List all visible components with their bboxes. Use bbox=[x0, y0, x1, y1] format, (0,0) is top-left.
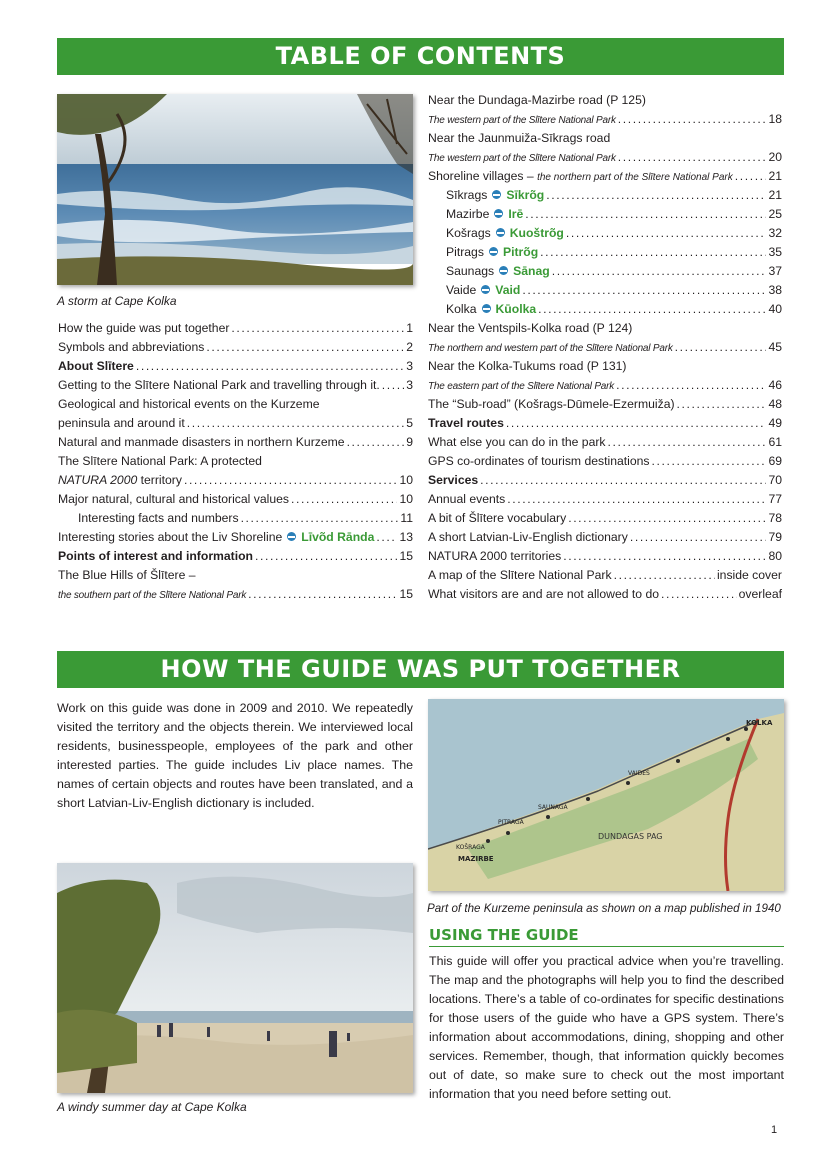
toc-entry[interactable] bbox=[428, 376, 782, 395]
toc-entry[interactable] bbox=[428, 129, 782, 148]
toc-entry-text: Interesting facts and numbers bbox=[78, 511, 239, 525]
toc-entry-label bbox=[428, 566, 612, 585]
toc-entry-text: A map of the Slītere National Park bbox=[428, 568, 612, 582]
toc-entry-label bbox=[428, 547, 561, 566]
toc-entry-label bbox=[58, 414, 185, 433]
toc-entry[interactable] bbox=[428, 110, 782, 129]
toc-leader-dots bbox=[618, 148, 767, 167]
liv-place-name: Līvõd Rānda bbox=[301, 530, 375, 544]
toc-entry[interactable] bbox=[428, 433, 782, 452]
using-guide-rule bbox=[429, 946, 784, 947]
toc-entry[interactable] bbox=[428, 91, 782, 110]
toc-entry-label bbox=[58, 433, 345, 452]
toc-leader-dots bbox=[630, 528, 767, 547]
toc-entry-page: 20 bbox=[768, 150, 782, 164]
toc-entry-label bbox=[428, 91, 646, 110]
toc-entry-text: Interesting stories about the Liv Shoreline bbox=[58, 530, 283, 544]
toc-leader-dots bbox=[382, 376, 404, 395]
toc-entry-text: Saunags bbox=[446, 264, 495, 278]
toc-entry-text: Symbols and abbreviations bbox=[58, 340, 205, 354]
liv-place-name: Sīkrõg bbox=[506, 188, 545, 202]
toc-entry[interactable] bbox=[428, 281, 782, 300]
toc-entry-label bbox=[446, 224, 564, 243]
toc-entry-page: 13 bbox=[399, 530, 413, 544]
toc-entry-label bbox=[446, 300, 536, 319]
toc-leader-dots bbox=[566, 224, 767, 243]
toc-entry-text: The northern and western part of the Slītere National Park bbox=[428, 343, 673, 354]
toc-entry-label bbox=[446, 243, 538, 262]
toc-entry[interactable] bbox=[428, 585, 782, 604]
toc-leader-dots bbox=[184, 471, 397, 490]
toc-leader-dots bbox=[546, 186, 766, 205]
toc-entry-page: 21 bbox=[768, 188, 782, 202]
toc-entry-label bbox=[428, 509, 566, 528]
toc-leader-dots bbox=[136, 357, 404, 376]
toc-entry-text: peninsula and around it bbox=[58, 416, 185, 430]
using-guide-paragraph: This guide will offer you practical advice when you’re travelling. The map and the photographs will help you to find the described locations. There’s a table of co-ordinates for specific destinations for those users of the guide who have a GPS system. There’s information about accommodations, dining, shopping and other services. Remember, though, that information quickly becomes out of date, so make sure to check out the most important information that you need before setting out. bbox=[429, 954, 784, 1101]
toc-entry-page: 11 bbox=[400, 511, 413, 525]
toc-entry[interactable] bbox=[428, 167, 782, 186]
storm-photo bbox=[57, 94, 413, 285]
toc-leader-dots bbox=[480, 471, 766, 490]
toc-leader-dots bbox=[206, 338, 404, 357]
toc-entry-label bbox=[58, 395, 320, 414]
beach-photo bbox=[57, 863, 413, 1093]
toc-entry[interactable] bbox=[428, 566, 782, 585]
toc-entry[interactable] bbox=[428, 414, 782, 433]
toc-entry-label bbox=[428, 339, 673, 358]
toc-entry-page: 40 bbox=[768, 302, 782, 316]
toc-entry[interactable] bbox=[428, 395, 782, 414]
toc-entry[interactable] bbox=[428, 547, 782, 566]
toc-entry[interactable] bbox=[58, 395, 413, 414]
liv-marker-icon bbox=[287, 532, 296, 541]
toc-entry-text: A short Latvian-Liv-English dictionary bbox=[428, 530, 628, 544]
toc-entry-page: 3 bbox=[406, 359, 413, 373]
liv-place-name: Kuoštrõg bbox=[509, 226, 564, 240]
liv-marker-icon bbox=[496, 228, 505, 237]
toc-entry-page: 79 bbox=[768, 530, 782, 544]
liv-marker-icon bbox=[481, 285, 490, 294]
toc-entry-text: The Blue Hills of Šlītere – bbox=[58, 568, 196, 582]
toc-entry-label bbox=[428, 585, 659, 604]
toc-leader-dots bbox=[735, 167, 767, 186]
map-label-vaides: VAIDES bbox=[628, 770, 650, 777]
liv-marker-icon bbox=[492, 190, 501, 199]
toc-entry[interactable] bbox=[428, 357, 782, 376]
toc-entry-italic: NATURA 2000 bbox=[58, 473, 138, 487]
toc-entry-text: How the guide was put together bbox=[58, 321, 230, 335]
liv-place-name: Sānag bbox=[513, 264, 550, 278]
toc-entry-label bbox=[58, 586, 246, 605]
toc-entry[interactable] bbox=[58, 528, 413, 547]
toc-entry-label bbox=[446, 262, 550, 281]
toc-entry-label bbox=[446, 186, 544, 205]
toc-entry-label bbox=[58, 338, 204, 357]
toc-leader-dots bbox=[563, 547, 766, 566]
toc-entry-text: What else you can do in the park bbox=[428, 435, 606, 449]
toc-entry-text: Košrags bbox=[446, 226, 491, 240]
toc-entry-page: 10 bbox=[399, 492, 413, 506]
toc-entry-page: 77 bbox=[768, 492, 782, 506]
toc-entry[interactable] bbox=[428, 148, 782, 167]
toc-entry-page: 37 bbox=[768, 264, 782, 278]
toc-entry-label bbox=[58, 357, 134, 376]
toc-entry-page: 2 bbox=[406, 340, 413, 354]
toc-entry-text: Near the Kolka-Tukums road (P 131) bbox=[428, 359, 627, 373]
toc-entry-page: 49 bbox=[768, 416, 782, 430]
toc-entry[interactable] bbox=[428, 186, 782, 205]
toc-entry-label bbox=[446, 281, 520, 300]
toc-entry-label bbox=[428, 129, 610, 148]
toc-entry-page: 35 bbox=[768, 245, 782, 259]
toc-entry[interactable] bbox=[58, 319, 413, 338]
map-label-kolka: KOLKA bbox=[746, 719, 773, 727]
toc-entry-text: the southern part of the Slītere National Park bbox=[58, 590, 247, 601]
map-label-pitraga: PITRAGA bbox=[498, 819, 524, 826]
liv-place-name: Irē bbox=[508, 207, 524, 221]
beach-photo-image bbox=[57, 863, 413, 1093]
toc-entry-page: 78 bbox=[768, 511, 782, 525]
toc-entry[interactable] bbox=[428, 338, 782, 357]
liv-place-name: Vaid bbox=[495, 283, 521, 297]
toc-entry[interactable] bbox=[58, 338, 413, 357]
toc-entry[interactable] bbox=[58, 566, 413, 585]
toc-entry[interactable] bbox=[58, 452, 413, 471]
toc-leader-dots bbox=[616, 376, 766, 395]
historic-map bbox=[428, 699, 784, 891]
map-label-dundagas: DUNDAGAS PAG bbox=[598, 832, 663, 841]
toc-entry-page: inside cover bbox=[716, 568, 782, 582]
toc-entry-label bbox=[58, 376, 380, 395]
toc-leader-dots bbox=[677, 395, 767, 414]
toc-entry[interactable] bbox=[58, 376, 413, 395]
toc-entry-label bbox=[428, 319, 632, 338]
toc-entry-text: The “Sub-road” (Košrags-Dūmele-Ezermuiža) bbox=[428, 397, 675, 411]
toc-entry-text: Mazirbe bbox=[446, 207, 490, 221]
toc-leader-dots bbox=[255, 547, 397, 566]
toc-entry-page: 38 bbox=[768, 283, 782, 297]
toc-entry-label bbox=[58, 566, 196, 585]
toc-leader-dots bbox=[538, 300, 766, 319]
toc-entry-page: 3 bbox=[406, 378, 413, 392]
toc-entry-text: NATURA 2000 territories bbox=[428, 549, 562, 563]
toc-leader-dots bbox=[618, 110, 767, 129]
toc-entry-page: 18 bbox=[768, 112, 782, 126]
toc-leader-dots bbox=[187, 414, 405, 433]
toc-entry-text: Near the Ventspils-Kolka road (P 124) bbox=[428, 321, 633, 335]
toc-entry[interactable] bbox=[428, 319, 782, 338]
toc-entry[interactable] bbox=[58, 490, 413, 509]
toc-entry-text: GPS co-ordinates of tourism destinations bbox=[428, 454, 650, 468]
toc-entry-text: Services bbox=[428, 473, 479, 487]
toc-entry-label bbox=[428, 167, 733, 187]
map-label-saunaga: SAUNAGA bbox=[538, 804, 568, 811]
toc-entry[interactable] bbox=[58, 433, 413, 452]
toc-right-column bbox=[428, 91, 782, 604]
toc-leader-dots bbox=[376, 528, 397, 547]
toc-entry-label bbox=[58, 471, 182, 490]
toc-entry-page: 70 bbox=[768, 473, 782, 487]
toc-entry-text: Kolka bbox=[446, 302, 477, 316]
toc-entry[interactable] bbox=[428, 452, 782, 471]
toc-entry-text: Near the Dundaga-Mazirbe road (P 125) bbox=[428, 93, 646, 107]
toc-title-banner: TABLE OF CONTENTS bbox=[57, 38, 784, 75]
toc-entry-text: The eastern part of the Slītere National Park bbox=[428, 381, 615, 392]
toc-leader-dots bbox=[614, 566, 715, 585]
toc-leader-dots bbox=[241, 509, 399, 528]
toc-entry-page: 25 bbox=[768, 207, 782, 221]
toc-entry-text: Shoreline villages – bbox=[428, 169, 538, 183]
liv-marker-icon bbox=[489, 247, 498, 256]
toc-entry[interactable] bbox=[58, 357, 413, 376]
beach-photo-caption: A windy summer day at Cape Kolka bbox=[57, 1100, 247, 1114]
toc-entry-page: 61 bbox=[768, 435, 782, 449]
toc-entry[interactable] bbox=[428, 205, 782, 224]
toc-entry-label bbox=[58, 547, 253, 566]
toc-entry-text: Geological and historical events on the Kurzeme bbox=[58, 397, 320, 411]
toc-entry-page: overleaf bbox=[738, 587, 782, 601]
toc-entry-text: Annual events bbox=[428, 492, 506, 506]
liv-marker-icon bbox=[494, 209, 503, 218]
toc-entry-page: 69 bbox=[768, 454, 782, 468]
toc-entry[interactable] bbox=[428, 509, 782, 528]
toc-entry[interactable] bbox=[428, 300, 782, 319]
toc-entry[interactable] bbox=[58, 414, 413, 433]
toc-entry-label bbox=[428, 490, 505, 509]
toc-left-column bbox=[58, 319, 413, 604]
toc-entry-page: 32 bbox=[768, 226, 782, 240]
toc-entry-text: Points of interest and information bbox=[58, 549, 254, 563]
historic-map-image bbox=[428, 699, 784, 891]
toc-entry-label bbox=[428, 395, 675, 414]
toc-entry-text: Near the Jaunmuiža-Sīkrags road bbox=[428, 131, 611, 145]
toc-entry-text: Sīkrags bbox=[446, 188, 488, 202]
toc-leader-dots bbox=[347, 433, 405, 452]
storm-photo-caption: A storm at Cape Kolka bbox=[57, 294, 177, 308]
intro-paragraph: Work on this guide was done in 2009 and 2010. We repeatedly visited the territory and the objects therein. We interviewed local residents, businesspeople, employees of the park and other interested parties. The guide includes Liv place names. The names of certain objects and routes have been translated, and a short Latvian-Liv-English dictionary is included. bbox=[57, 701, 413, 810]
toc-entry[interactable] bbox=[428, 243, 782, 262]
toc-entry[interactable] bbox=[428, 490, 782, 509]
page-number: 1 bbox=[771, 1124, 778, 1136]
toc-entry-subtitle: the northern part of the Slītere National Park bbox=[537, 172, 733, 183]
toc-entry-label bbox=[428, 452, 650, 471]
toc-entry[interactable] bbox=[58, 547, 413, 566]
toc-entry-text: Natural and manmade disasters in northern Kurzeme bbox=[58, 435, 345, 449]
toc-entry-text: Travel routes bbox=[428, 416, 504, 430]
liv-place-name: Kūolka bbox=[495, 302, 537, 316]
toc-entry-label bbox=[446, 205, 523, 224]
toc-entry-text: A bit of Šlītere vocabulary bbox=[428, 511, 567, 525]
toc-entry-text: About Slītere bbox=[58, 359, 134, 373]
toc-leader-dots bbox=[522, 281, 766, 300]
liv-marker-icon bbox=[499, 266, 508, 275]
toc-leader-dots bbox=[552, 262, 767, 281]
toc-entry[interactable] bbox=[58, 471, 413, 490]
toc-leader-dots bbox=[231, 319, 404, 338]
map-label-mazirbe: MAZIRBE bbox=[458, 855, 494, 863]
toc-leader-dots bbox=[525, 205, 766, 224]
toc-entry-text: What visitors are and are not allowed to do bbox=[428, 587, 660, 601]
liv-marker-icon bbox=[482, 304, 491, 313]
toc-entry-page: 15 bbox=[399, 549, 413, 563]
toc-leader-dots bbox=[608, 433, 767, 452]
toc-entry-text: Major natural, cultural and historical values bbox=[58, 492, 289, 506]
toc-entry-page: 9 bbox=[406, 435, 413, 449]
toc-entry-label bbox=[58, 528, 374, 547]
toc-entry-label bbox=[428, 377, 614, 396]
toc-entry-page: 21 bbox=[768, 169, 782, 183]
toc-entry-label-rest: territory bbox=[137, 473, 182, 487]
toc-entry-label bbox=[428, 357, 626, 376]
toc-entry-page: 80 bbox=[768, 549, 782, 563]
toc-entry-label bbox=[428, 111, 616, 130]
toc-entry[interactable] bbox=[428, 224, 782, 243]
toc-entry-text: Pitrags bbox=[446, 245, 484, 259]
toc-entry[interactable] bbox=[58, 509, 413, 528]
toc-entry-page: 45 bbox=[768, 340, 782, 354]
toc-entry-label bbox=[428, 471, 478, 490]
toc-entry-page: 15 bbox=[399, 587, 413, 601]
toc-leader-dots bbox=[291, 490, 397, 509]
toc-leader-dots bbox=[506, 414, 767, 433]
toc-entry-text: Vaide bbox=[446, 283, 477, 297]
toc-entry-page: 5 bbox=[406, 416, 413, 430]
map-label-kosraga: KOŠRAGA bbox=[456, 844, 485, 851]
toc-entry-label bbox=[58, 319, 229, 338]
toc-entry-page: 1 bbox=[406, 321, 413, 335]
section-title-banner: HOW THE GUIDE WAS PUT TOGETHER bbox=[57, 651, 784, 688]
toc-entry-page: 46 bbox=[768, 378, 782, 392]
toc-entry-label bbox=[428, 528, 628, 547]
toc-entry-page: 10 bbox=[399, 473, 413, 487]
toc-entry-text: The Slītere National Park: A protected bbox=[58, 454, 262, 468]
toc-entry-text: The western part of the Slītere National Park bbox=[428, 153, 616, 164]
toc-entry[interactable] bbox=[428, 528, 782, 547]
toc-entry-page: 48 bbox=[768, 397, 782, 411]
toc-entry[interactable] bbox=[58, 585, 413, 604]
storm-photo-image bbox=[57, 94, 413, 285]
toc-entry-label bbox=[58, 452, 262, 471]
toc-entry[interactable] bbox=[428, 471, 782, 490]
toc-entry-label bbox=[428, 414, 504, 433]
map-caption: Part of the Kurzeme peninsula as shown on a map published in 1940 bbox=[427, 902, 781, 915]
toc-entry-label bbox=[428, 433, 606, 452]
liv-place-name: Pitrõg bbox=[502, 245, 539, 259]
toc-leader-dots bbox=[507, 490, 766, 509]
toc-leader-dots bbox=[661, 585, 737, 604]
toc-entry-text: The western part of the Slītere National Park bbox=[428, 115, 616, 126]
toc-entry-label bbox=[78, 509, 239, 528]
toc-entry-label bbox=[428, 149, 616, 168]
toc-leader-dots bbox=[568, 509, 766, 528]
toc-leader-dots bbox=[248, 585, 397, 604]
toc-leader-dots bbox=[675, 338, 767, 357]
toc-entry[interactable] bbox=[428, 262, 782, 281]
toc-entry-text: Getting to the Slītere National Park and travelling through it. bbox=[58, 378, 380, 392]
toc-entry-label bbox=[58, 490, 289, 509]
using-guide-heading: USING THE GUIDE bbox=[429, 926, 579, 944]
toc-leader-dots bbox=[540, 243, 766, 262]
toc-leader-dots bbox=[652, 452, 767, 471]
